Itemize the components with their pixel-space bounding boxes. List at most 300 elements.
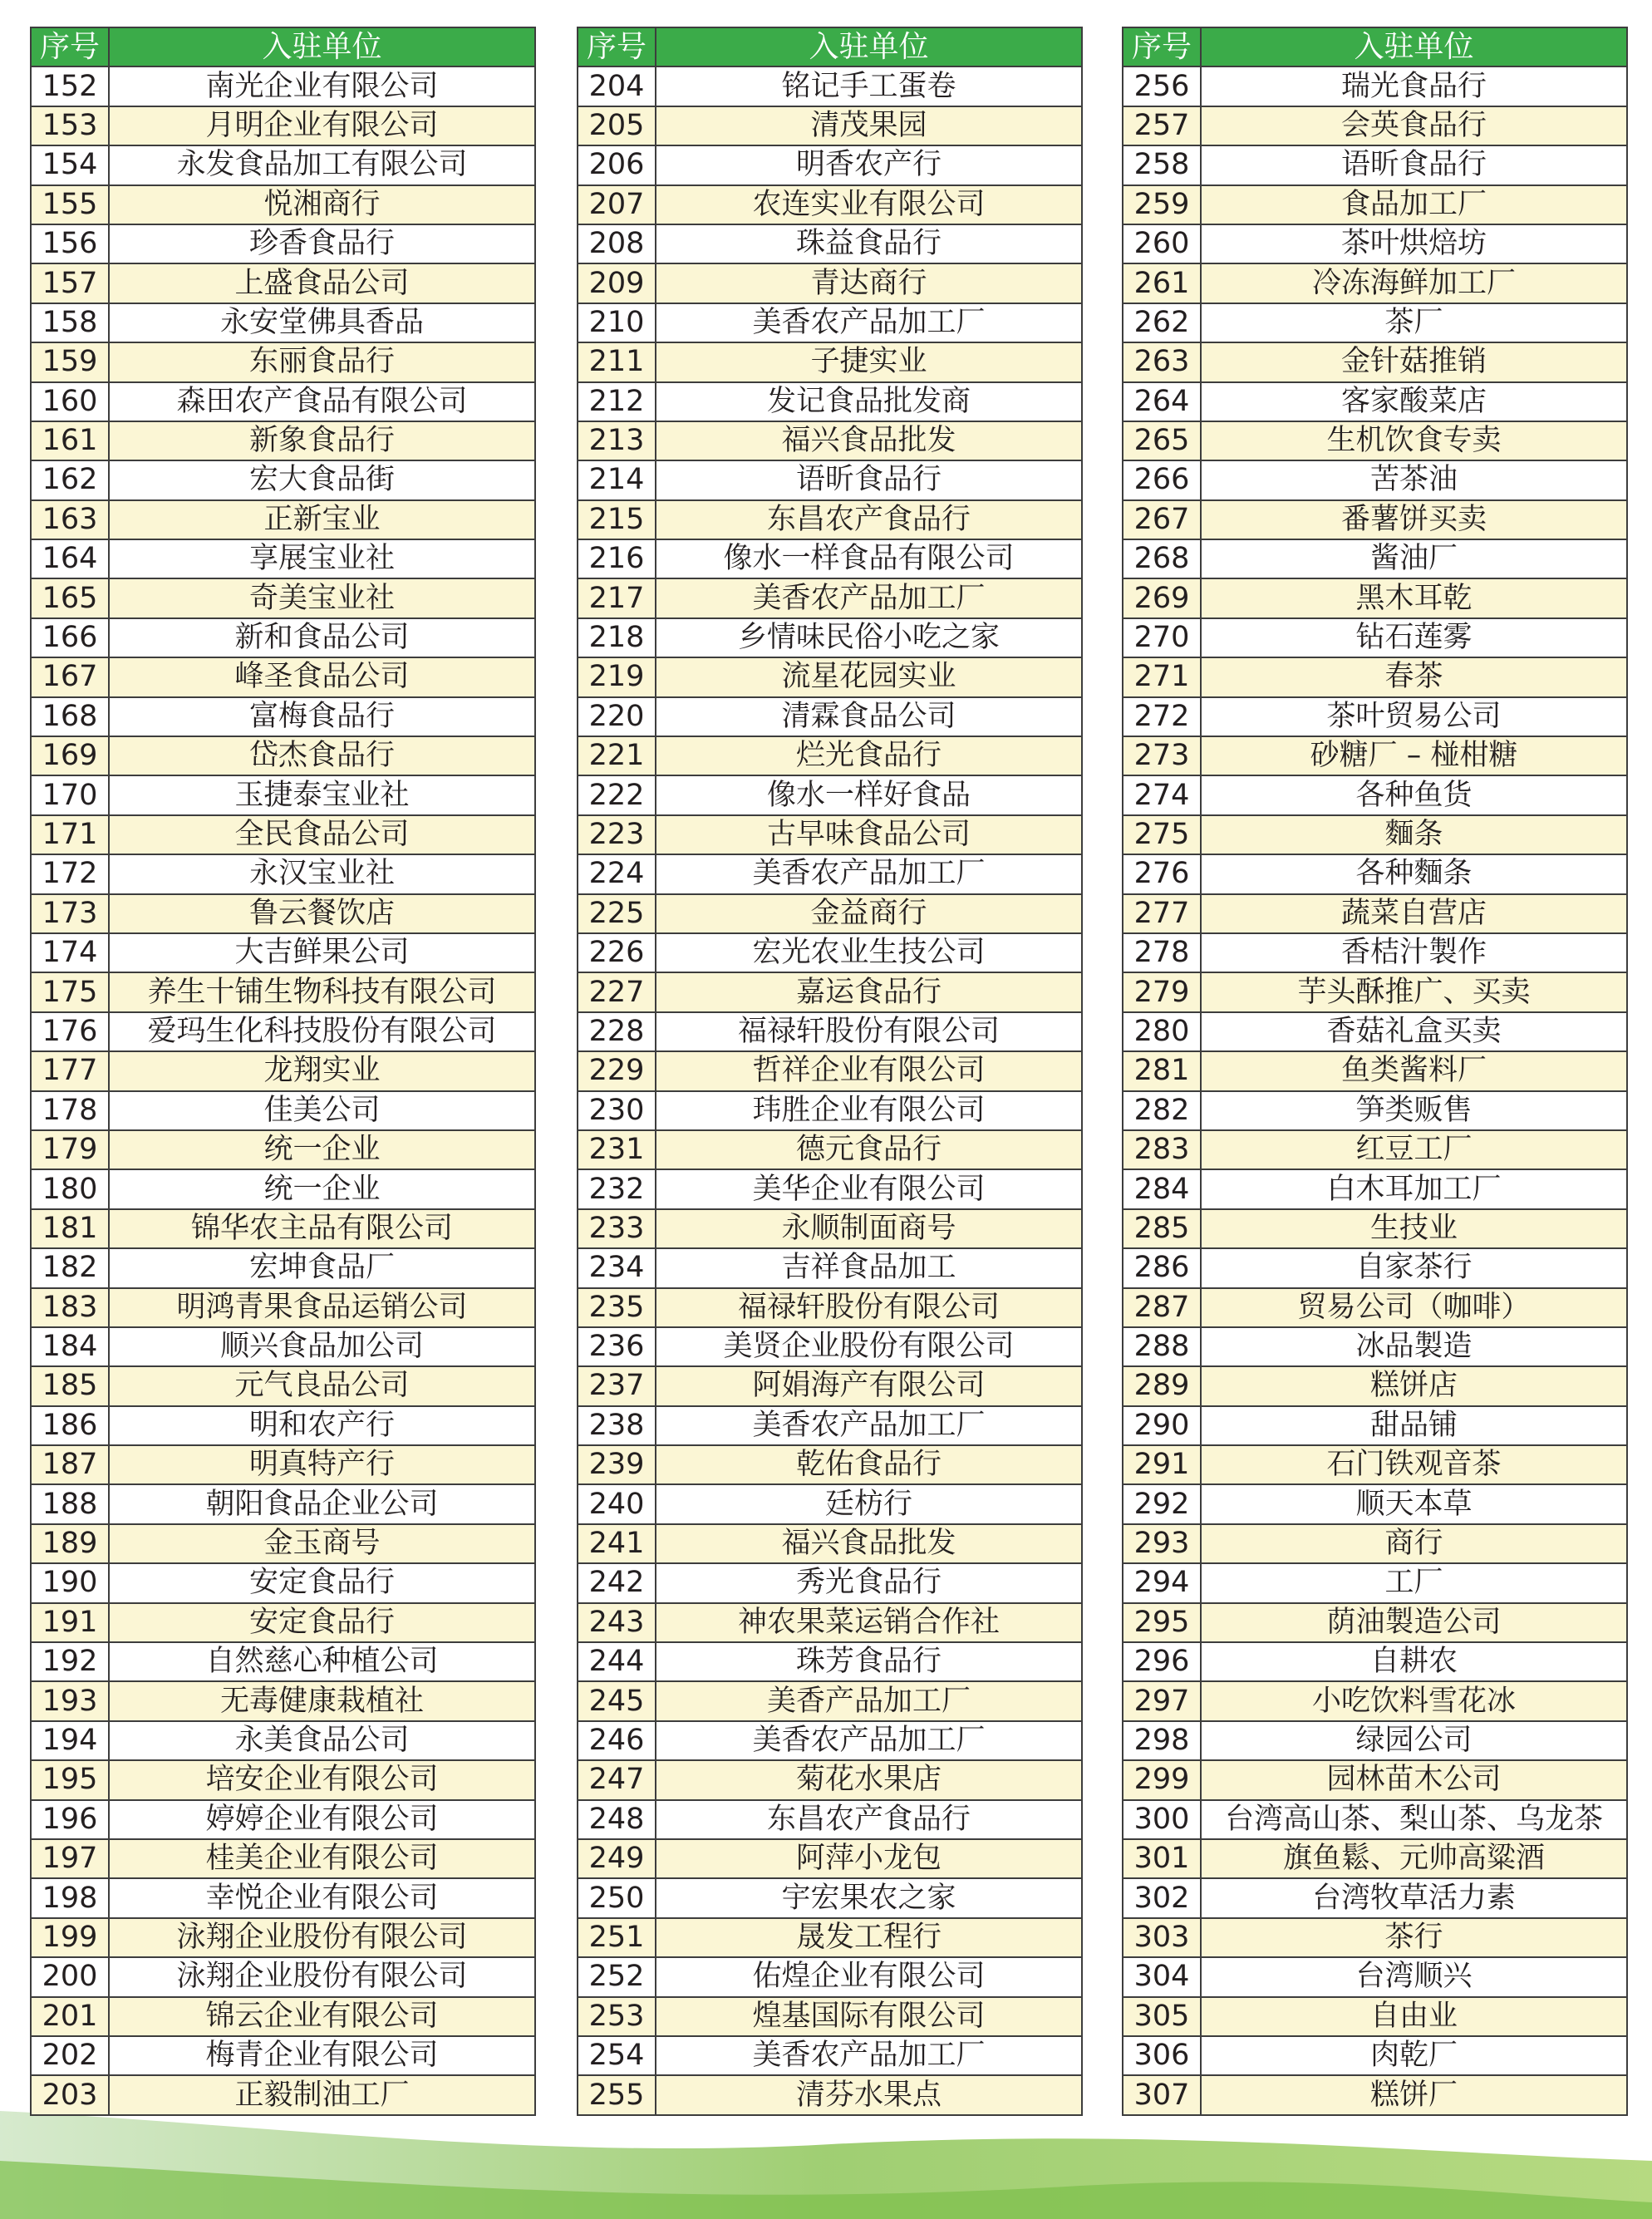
row-number: 247 xyxy=(578,1760,656,1799)
table-row xyxy=(578,421,1082,460)
row-unit: 清芬水果点 xyxy=(656,2075,1082,2114)
row-unit: 梅青企业有限公司 xyxy=(109,2036,535,2075)
row-number: 255 xyxy=(578,2075,656,2114)
row-unit: 石门铁观音茶 xyxy=(1201,1445,1627,1484)
row-unit: 泳翔企业股份有限公司 xyxy=(109,1957,535,1996)
table-1 xyxy=(30,27,536,2116)
row-unit: 语昕食品行 xyxy=(1201,145,1627,185)
row-number: 214 xyxy=(578,460,656,499)
row-number: 249 xyxy=(578,1839,656,1878)
row-number: 269 xyxy=(1123,578,1201,617)
row-unit: 生技业 xyxy=(1201,1209,1627,1248)
table-row xyxy=(578,854,1082,893)
row-unit: 正毅制油工厂 xyxy=(109,2075,535,2114)
row-number: 301 xyxy=(1123,1839,1201,1878)
table-row xyxy=(31,539,535,578)
row-number: 172 xyxy=(31,854,109,893)
row-number: 297 xyxy=(1123,1681,1201,1720)
row-number: 168 xyxy=(31,697,109,736)
row-unit: 贸易公司（咖啡） xyxy=(1201,1288,1627,1327)
row-number: 302 xyxy=(1123,1878,1201,1917)
table-row xyxy=(1123,1091,1627,1130)
row-number: 304 xyxy=(1123,1957,1201,1996)
row-unit: 台湾高山茶、梨山茶、乌龙茶 xyxy=(1201,1800,1627,1839)
row-unit: 福兴食品批发 xyxy=(656,1524,1082,1563)
row-unit: 番薯饼买卖 xyxy=(1201,500,1627,539)
table-row xyxy=(31,618,535,657)
row-number: 213 xyxy=(578,421,656,460)
table-row xyxy=(31,1997,535,2036)
row-number: 162 xyxy=(31,460,109,499)
table-row xyxy=(578,1918,1082,1957)
row-unit: 冰品製造 xyxy=(1201,1327,1627,1366)
table-row xyxy=(31,1878,535,1917)
table-row xyxy=(31,736,535,775)
row-unit: 统一企业 xyxy=(109,1169,535,1208)
row-unit: 瑞光食品行 xyxy=(1201,66,1627,106)
table-row xyxy=(1123,145,1627,185)
row-unit: 像水一样好食品 xyxy=(656,775,1082,814)
table-row xyxy=(578,1839,1082,1878)
table-row xyxy=(1123,1366,1627,1405)
table-row xyxy=(578,815,1082,854)
table-row xyxy=(31,972,535,1011)
table-row xyxy=(31,303,535,342)
table-row xyxy=(1123,66,1627,106)
table-row xyxy=(31,1445,535,1484)
table-row xyxy=(578,697,1082,736)
table-row xyxy=(31,1051,535,1090)
row-number: 296 xyxy=(1123,1642,1201,1681)
row-number: 261 xyxy=(1123,263,1201,303)
row-number: 250 xyxy=(578,1878,656,1917)
table-row xyxy=(1123,1327,1627,1366)
row-number: 234 xyxy=(578,1248,656,1287)
row-unit: 佑煌企业有限公司 xyxy=(656,1957,1082,1996)
row-unit: 全民食品公司 xyxy=(109,815,535,854)
row-number: 264 xyxy=(1123,382,1201,421)
row-number: 171 xyxy=(31,815,109,854)
table-row xyxy=(578,1603,1082,1642)
row-unit: 顺兴食品加公司 xyxy=(109,1327,535,1366)
row-unit: 珍香食品行 xyxy=(109,224,535,263)
row-unit: 永顺制面商号 xyxy=(656,1209,1082,1248)
row-number: 170 xyxy=(31,775,109,814)
row-number: 252 xyxy=(578,1957,656,1996)
row-number: 239 xyxy=(578,1445,656,1484)
row-unit: 古早味食品公司 xyxy=(656,815,1082,854)
row-number: 242 xyxy=(578,1563,656,1602)
table-row xyxy=(578,1997,1082,2036)
row-unit: 正新宝业 xyxy=(109,500,535,539)
row-number: 295 xyxy=(1123,1603,1201,1642)
row-number: 219 xyxy=(578,657,656,696)
row-number: 290 xyxy=(1123,1406,1201,1445)
row-number: 154 xyxy=(31,145,109,185)
row-unit: 台湾牧草活力素 xyxy=(1201,1878,1627,1917)
row-unit: 嘉运食品行 xyxy=(656,972,1082,1011)
table-row xyxy=(578,2036,1082,2075)
row-unit: 酱油厂 xyxy=(1201,539,1627,578)
row-unit: 无毒健康栽植社 xyxy=(109,1681,535,1720)
row-number: 192 xyxy=(31,1642,109,1681)
row-number: 210 xyxy=(578,303,656,342)
table-row xyxy=(31,106,535,145)
row-number: 299 xyxy=(1123,1760,1201,1799)
row-unit: 美香农产品加工厂 xyxy=(656,578,1082,617)
row-number: 183 xyxy=(31,1288,109,1327)
row-number: 178 xyxy=(31,1091,109,1130)
table-row xyxy=(31,1918,535,1957)
table-row xyxy=(578,1130,1082,1169)
row-number: 233 xyxy=(578,1209,656,1248)
row-number: 163 xyxy=(31,500,109,539)
row-number: 179 xyxy=(31,1130,109,1169)
row-unit: 永汉宝业社 xyxy=(109,854,535,893)
row-number: 164 xyxy=(31,539,109,578)
table-row xyxy=(31,1169,535,1208)
row-number: 186 xyxy=(31,1406,109,1445)
row-unit: 德元食品行 xyxy=(656,1130,1082,1169)
row-unit: 园林苗木公司 xyxy=(1201,1760,1627,1799)
row-unit: 美香农产品加工厂 xyxy=(656,1406,1082,1445)
row-unit: 峰圣食品公司 xyxy=(109,657,535,696)
row-number: 294 xyxy=(1123,1563,1201,1602)
table-row xyxy=(1123,1012,1627,1051)
table-row xyxy=(578,382,1082,421)
row-number: 257 xyxy=(1123,106,1201,145)
table-row xyxy=(31,1957,535,1996)
table-row xyxy=(1123,1918,1627,1957)
table-row xyxy=(31,1524,535,1563)
row-number: 174 xyxy=(31,933,109,972)
row-unit: 悦湘商行 xyxy=(109,185,535,224)
row-number: 251 xyxy=(578,1918,656,1957)
table-row xyxy=(1123,2075,1627,2114)
row-number: 155 xyxy=(31,185,109,224)
table-row xyxy=(578,2075,1082,2114)
row-unit: 东昌农产食品行 xyxy=(656,1800,1082,1839)
row-number: 229 xyxy=(578,1051,656,1090)
row-number: 152 xyxy=(31,66,109,106)
row-unit: 美香产品加工厂 xyxy=(656,1681,1082,1720)
row-unit: 富梅食品行 xyxy=(109,697,535,736)
row-number: 195 xyxy=(31,1760,109,1799)
row-number: 169 xyxy=(31,736,109,775)
row-unit: 幸悦企业有限公司 xyxy=(109,1878,535,1917)
row-unit: 乡情味民俗小吃之家 xyxy=(656,618,1082,657)
row-unit: 肉乾厂 xyxy=(1201,2036,1627,2075)
table-row xyxy=(1123,1603,1627,1642)
table-row xyxy=(578,775,1082,814)
row-number: 292 xyxy=(1123,1484,1201,1523)
row-number: 190 xyxy=(31,1563,109,1602)
row-unit: 福禄轩股份有限公司 xyxy=(656,1288,1082,1327)
row-number: 238 xyxy=(578,1406,656,1445)
table-row xyxy=(1123,1997,1627,2036)
row-number: 202 xyxy=(31,2036,109,2075)
table-row xyxy=(31,1681,535,1720)
table-row xyxy=(1123,1642,1627,1681)
row-number: 191 xyxy=(31,1603,109,1642)
table-row xyxy=(578,106,1082,145)
table-row xyxy=(578,1721,1082,1760)
row-number: 188 xyxy=(31,1484,109,1523)
table-row xyxy=(31,854,535,893)
row-number: 201 xyxy=(31,1997,109,2036)
table-row xyxy=(1123,1406,1627,1445)
table-row xyxy=(578,1406,1082,1445)
table-row xyxy=(31,1091,535,1130)
row-number: 185 xyxy=(31,1366,109,1405)
table-row xyxy=(578,578,1082,617)
table-row xyxy=(578,1524,1082,1563)
row-number: 220 xyxy=(578,697,656,736)
row-unit: 永美食品公司 xyxy=(109,1721,535,1760)
row-number: 281 xyxy=(1123,1051,1201,1090)
table-row xyxy=(31,145,535,185)
row-number: 222 xyxy=(578,775,656,814)
row-unit: 福禄轩股份有限公司 xyxy=(656,1012,1082,1051)
row-number: 284 xyxy=(1123,1169,1201,1208)
table-row xyxy=(578,1248,1082,1287)
row-number: 271 xyxy=(1123,657,1201,696)
row-number: 223 xyxy=(578,815,656,854)
row-number: 237 xyxy=(578,1366,656,1405)
row-unit: 阿娟海产有限公司 xyxy=(656,1366,1082,1405)
table-row xyxy=(578,66,1082,106)
row-number: 156 xyxy=(31,224,109,263)
row-unit: 麵条 xyxy=(1201,815,1627,854)
row-number: 205 xyxy=(578,106,656,145)
table-row xyxy=(31,1484,535,1523)
table-row xyxy=(1123,2036,1627,2075)
table-row xyxy=(1123,224,1627,263)
row-unit: 阿萍小龙包 xyxy=(656,1839,1082,1878)
row-number: 259 xyxy=(1123,185,1201,224)
header-no: 序号 xyxy=(31,27,109,66)
row-number: 189 xyxy=(31,1524,109,1563)
table-row xyxy=(1123,1957,1627,1996)
row-unit: 福兴食品批发 xyxy=(656,421,1082,460)
row-unit: 美香农产品加工厂 xyxy=(656,854,1082,893)
table-row xyxy=(31,657,535,696)
row-number: 283 xyxy=(1123,1130,1201,1169)
table-row xyxy=(578,342,1082,381)
table-row xyxy=(31,185,535,224)
row-unit: 甜品铺 xyxy=(1201,1406,1627,1445)
row-number: 216 xyxy=(578,539,656,578)
table-row xyxy=(31,933,535,972)
table-row xyxy=(578,1051,1082,1090)
row-unit: 养生十铺生物科技有限公司 xyxy=(109,972,535,1011)
row-number: 274 xyxy=(1123,775,1201,814)
row-number: 211 xyxy=(578,342,656,381)
table-row xyxy=(1123,933,1627,972)
table-row xyxy=(578,1800,1082,1839)
table-row xyxy=(1123,854,1627,893)
row-number: 245 xyxy=(578,1681,656,1720)
table-row xyxy=(1123,1760,1627,1799)
row-unit: 培安企业有限公司 xyxy=(109,1760,535,1799)
table-row xyxy=(578,933,1082,972)
table-row xyxy=(1123,697,1627,736)
table-row xyxy=(1123,1169,1627,1208)
row-number: 235 xyxy=(578,1288,656,1327)
row-number: 289 xyxy=(1123,1366,1201,1405)
table-header-row xyxy=(1123,27,1627,66)
row-number: 231 xyxy=(578,1130,656,1169)
row-unit: 佳美公司 xyxy=(109,1091,535,1130)
table-header-row xyxy=(578,27,1082,66)
row-unit: 绿园公司 xyxy=(1201,1721,1627,1760)
row-number: 306 xyxy=(1123,2036,1201,2075)
table-row xyxy=(1123,382,1627,421)
row-number: 158 xyxy=(31,303,109,342)
row-unit: 发记食品批发商 xyxy=(656,382,1082,421)
row-unit: 美香农产品加工厂 xyxy=(656,303,1082,342)
table-row xyxy=(1123,736,1627,775)
table-row xyxy=(1123,1681,1627,1720)
table-row xyxy=(31,1839,535,1878)
table-row xyxy=(31,1209,535,1248)
row-number: 165 xyxy=(31,578,109,617)
row-number: 182 xyxy=(31,1248,109,1287)
table-row xyxy=(31,2075,535,2114)
row-unit: 糕饼厂 xyxy=(1201,2075,1627,2114)
table-row xyxy=(1123,185,1627,224)
row-number: 157 xyxy=(31,263,109,303)
row-number: 212 xyxy=(578,382,656,421)
row-unit: 廷枋行 xyxy=(656,1484,1082,1523)
row-number: 203 xyxy=(31,2075,109,2114)
table-row xyxy=(31,894,535,933)
row-unit: 安定食品行 xyxy=(109,1563,535,1602)
table-row xyxy=(1123,421,1627,460)
row-number: 246 xyxy=(578,1721,656,1760)
row-unit: 东昌农产食品行 xyxy=(656,500,1082,539)
row-unit: 砂糖厂 – 椪柑糖 xyxy=(1201,736,1627,775)
table-row xyxy=(578,1209,1082,1248)
row-unit: 玮胜企业有限公司 xyxy=(656,1091,1082,1130)
table-2 xyxy=(577,27,1083,2116)
row-unit: 永安堂佛具香品 xyxy=(109,303,535,342)
table-3 xyxy=(1122,27,1628,2116)
row-unit: 会英食品行 xyxy=(1201,106,1627,145)
row-unit: 爱玛生化科技股份有限公司 xyxy=(109,1012,535,1051)
row-unit: 茶行 xyxy=(1201,1918,1627,1957)
row-unit: 像水一样食品有限公司 xyxy=(656,539,1082,578)
table-row xyxy=(578,1327,1082,1366)
table-row xyxy=(1123,1839,1627,1878)
row-number: 208 xyxy=(578,224,656,263)
row-unit: 旗鱼鬆、元帅高粱酒 xyxy=(1201,1839,1627,1878)
row-unit: 玉捷泰宝业社 xyxy=(109,775,535,814)
table-row xyxy=(1123,578,1627,617)
row-unit: 美贤企业股份有限公司 xyxy=(656,1327,1082,1366)
row-number: 265 xyxy=(1123,421,1201,460)
table-row xyxy=(31,342,535,381)
row-number: 262 xyxy=(1123,303,1201,342)
row-unit: 清茂果园 xyxy=(656,106,1082,145)
row-number: 303 xyxy=(1123,1918,1201,1957)
row-unit: 桂美企业有限公司 xyxy=(109,1839,535,1878)
row-unit: 明香农产行 xyxy=(656,145,1082,185)
row-number: 198 xyxy=(31,1878,109,1917)
header-unit: 入驻单位 xyxy=(109,27,535,66)
row-unit: 享展宝业社 xyxy=(109,539,535,578)
row-number: 298 xyxy=(1123,1721,1201,1760)
row-unit: 大吉鲜果公司 xyxy=(109,933,535,972)
table-row xyxy=(31,1603,535,1642)
row-unit: 宏大食品街 xyxy=(109,460,535,499)
table-row xyxy=(31,1288,535,1327)
table-row xyxy=(578,185,1082,224)
row-unit: 泳翔企业股份有限公司 xyxy=(109,1918,535,1957)
row-number: 230 xyxy=(578,1091,656,1130)
row-unit: 糕饼店 xyxy=(1201,1366,1627,1405)
row-number: 204 xyxy=(578,66,656,106)
table-row xyxy=(31,421,535,460)
row-number: 200 xyxy=(31,1957,109,1996)
row-unit: 月明企业有限公司 xyxy=(109,106,535,145)
table-row xyxy=(1123,500,1627,539)
table-row xyxy=(578,894,1082,933)
row-unit: 煌基国际有限公司 xyxy=(656,1997,1082,2036)
row-unit: 茶厂 xyxy=(1201,303,1627,342)
row-unit: 荫油製造公司 xyxy=(1201,1603,1627,1642)
row-unit: 流星花园实业 xyxy=(656,657,1082,696)
row-unit: 神农果菜运销合作社 xyxy=(656,1603,1082,1642)
row-unit: 香桔汁製作 xyxy=(1201,933,1627,972)
table-row xyxy=(1123,106,1627,145)
table-row xyxy=(1123,460,1627,499)
row-number: 176 xyxy=(31,1012,109,1051)
row-unit: 金益商行 xyxy=(656,894,1082,933)
row-number: 307 xyxy=(1123,2075,1201,2114)
table-row xyxy=(1123,1800,1627,1839)
row-unit: 烂光食品行 xyxy=(656,736,1082,775)
row-unit: 统一企业 xyxy=(109,1130,535,1169)
row-unit: 食品加工厂 xyxy=(1201,185,1627,224)
row-number: 288 xyxy=(1123,1327,1201,1366)
row-unit: 森田农产食品有限公司 xyxy=(109,382,535,421)
table-row xyxy=(1123,894,1627,933)
row-unit: 宇宏果农之家 xyxy=(656,1878,1082,1917)
row-number: 227 xyxy=(578,972,656,1011)
table-row xyxy=(578,1169,1082,1208)
row-unit: 吉祥食品加工 xyxy=(656,1248,1082,1287)
table-row xyxy=(31,1721,535,1760)
table-row xyxy=(31,697,535,736)
row-number: 275 xyxy=(1123,815,1201,854)
table-row xyxy=(578,1878,1082,1917)
header-no: 序号 xyxy=(578,27,656,66)
row-number: 181 xyxy=(31,1209,109,1248)
row-number: 180 xyxy=(31,1169,109,1208)
row-unit: 鱼类酱料厂 xyxy=(1201,1051,1627,1090)
row-unit: 珠益食品行 xyxy=(656,224,1082,263)
row-number: 167 xyxy=(31,657,109,696)
table-row xyxy=(578,618,1082,657)
row-unit: 美香农产品加工厂 xyxy=(656,2036,1082,2075)
row-number: 194 xyxy=(31,1721,109,1760)
table-row xyxy=(1123,303,1627,342)
table-row xyxy=(1123,815,1627,854)
table-row xyxy=(31,1406,535,1445)
row-unit: 客家酸菜店 xyxy=(1201,382,1627,421)
row-number: 277 xyxy=(1123,894,1201,933)
